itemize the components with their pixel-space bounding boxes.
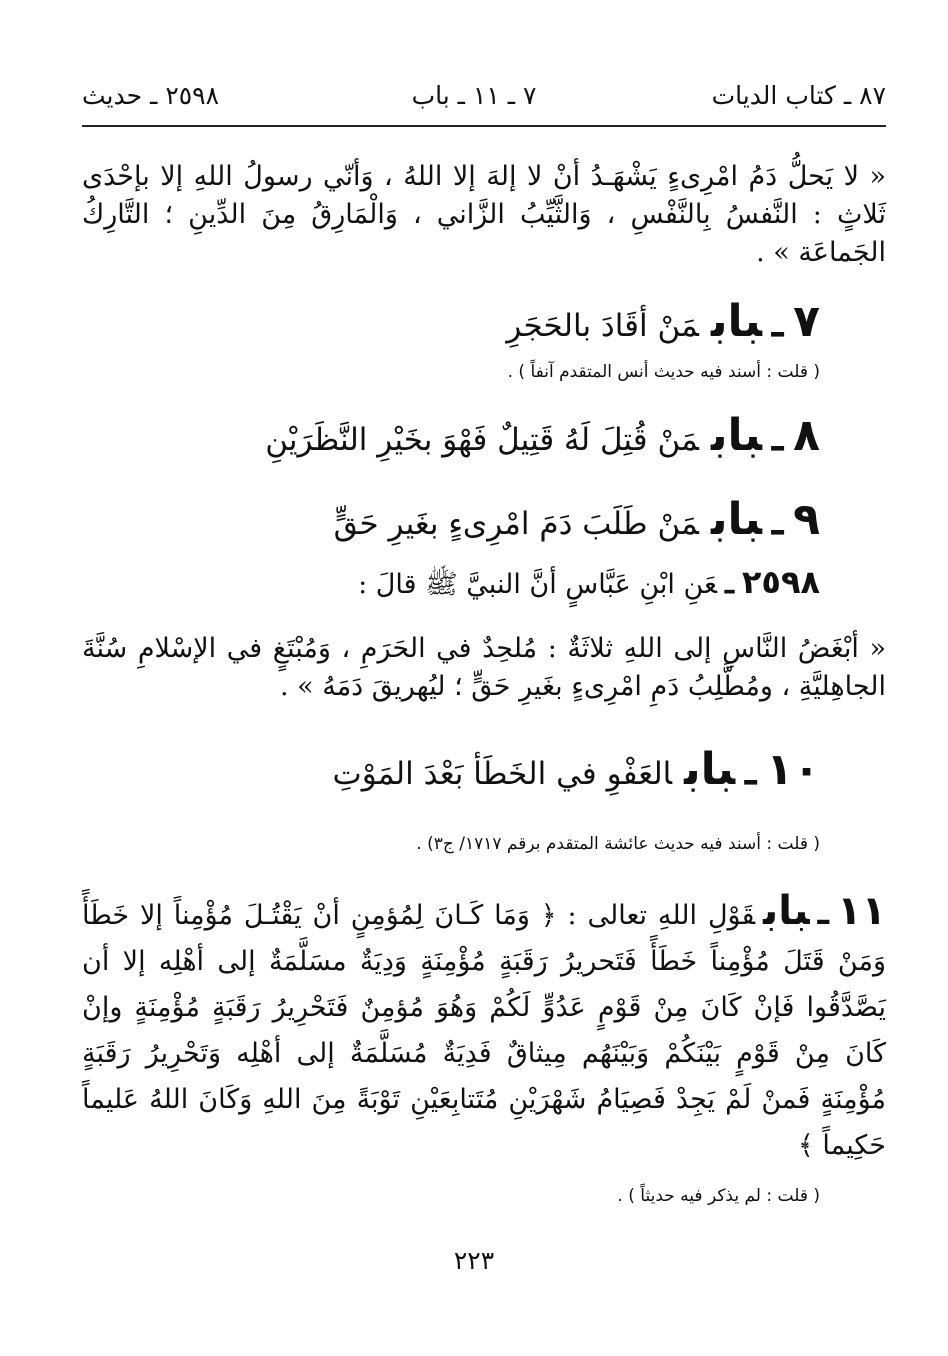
chapter-number: ١٠	[766, 744, 820, 795]
chapter-11-quran-text: قَوْلِ اللهِ تعالى : ﴿ وَمَا كَـانَ لِمُؤمِنٍ أنْ يَقْتُـلَ مُؤْمِناً إلا خَطَأً وَمَنْ قَتَلَ مُؤْمِناً خَطَأً فَتَحريرُ رَقَبَةٍ مُؤْمِنَةٍ وَدِيَةٌ مسَلَّمَةٌ إلى أهْلِه إلا أن يَصَّدَّقُوا فَإنْ كَانَ مِنْ قَوْمٍ عَدُوٍّ لَكُمْ وَهُوَ مُؤمِنٌ فَتَحْرِيرُ رَقَبَةٍ مُؤْمِنَةٍ وإنْ كَانَ مِنْ قَوْمٍ بَيْنَكُمْ وَبَيْنَهُم مِيثاقٌ فَدِيَةٌ مُسَلَّمَةٌ إلى أهْلِه وَتَحْرِيرُ رَقَبَةٍ مُؤْمِنَةٍ فَمنْ لَمْ يَجِدْ فَصِيَامُ شَهْرَيْنِ مُتَتابِعَيْنِ تَوْبَةً مِنَ اللهِ وَكَانَ اللهُ عَليماً حَكِيماً ﴾	[82, 900, 886, 1161]
chapter-dash: ـ	[817, 893, 830, 933]
chapter-title: مَنْ قُتِلَ لَهُ قَتِيلٌ فَهْوَ بخَيْرِ النَّظَرَيْنِ	[265, 422, 699, 458]
chapter-8-heading	[265, 406, 820, 475]
chapter-10-note: ( قلت : أسند فيه حديث عائشة المتقدم برقم ١٧١٧/ ج٣) .	[416, 834, 820, 854]
running-header-hadith: ٢٥٩٨ ـ حديث	[82, 81, 220, 110]
chapter-bab-label: باب	[710, 296, 762, 347]
chapter-dash: ـ	[772, 414, 784, 459]
chapter-bab-label: باب	[763, 888, 810, 934]
chapter-number: ٧	[793, 296, 820, 347]
running-header-chapters: ٧ ـ ١١ ـ باب	[411, 81, 537, 110]
hadith-2598-intro	[358, 556, 820, 614]
chapter-11-note: ( قلت : لم يذكر فيه حديثاً ) .	[617, 1186, 820, 1206]
hadith-2598-text: « أبْغَضُ النَّاسِ إلى اللهِ ثلاثَةٌ : مُلحِدٌ في الحَرَمِ ، وَمُبْتَغٍ في الإسْلامِ سُنَّةَ الجاهِليَّةِ ، ومُطَّلِبُ دَمِ امْرِىءٍ بغَيرِ حَقٍّ ؛ ليُهريقَ دَمَهُ » .	[82, 633, 886, 702]
header-rule	[82, 125, 886, 127]
chapter-10-heading	[333, 740, 820, 809]
chapter-9-heading	[334, 490, 820, 559]
chapter-title: مَنْ طَلَبَ دَمَ امْرِىءٍ بغَيرِ حَقٍّ	[333, 506, 699, 542]
chapter-bab-label: باب	[684, 744, 736, 795]
chapter-11-heading	[755, 888, 886, 934]
chapter-dash: ـ	[745, 748, 757, 793]
chapter-7-note: ( قلت : أسند فيه حديث أنس المتقدم آنفاً ) .	[507, 362, 820, 382]
chapter-7-heading	[506, 292, 820, 361]
hadith-isnad: عَنِ ابْنِ عَبَّاسٍ أنَّ النبيَّ ﷺ قالَ :	[358, 569, 718, 600]
chapter-title: مَنْ أقَادَ بالحَجَرِ	[506, 308, 699, 344]
intro-hadith-text: « لا يَحلُّ دَمُ امْرِىءٍ يَشْهَـدُ أنْ لا إلهَ إلا اللهُ ، وَأنّي رسولُ اللهِ إلا بإحْدَى ثَلاثٍ : النَّفسُ بِالنَّفْسِ ، وَالثَّيِّبُ الزَّاني ، وَالْمَارِقُ مِنَ الدِّينِ ؛ التَّارِكُ الجَماعَة » .	[82, 161, 886, 268]
hadith-dash: ـ	[725, 566, 734, 601]
chapter-dash: ـ	[772, 498, 784, 543]
chapter-bab-label: باب	[710, 410, 762, 461]
chapter-dash: ـ	[772, 300, 784, 345]
chapter-number: ١١	[837, 888, 886, 934]
running-header-book: ٨٧ ـ كتاب الديات	[711, 81, 886, 110]
hadith-number: ٢٥٩٨	[741, 563, 820, 601]
chapter-title: العَفْوِ في الخَطَأ بَعْدَ المَوْتِ	[332, 756, 673, 792]
page-number: ٢٢٣	[453, 1246, 495, 1275]
chapter-number: ٩	[793, 494, 820, 545]
chapter-11-paragraph	[82, 888, 886, 1169]
chapter-bab-label: باب	[710, 494, 762, 545]
chapter-number: ٨	[793, 410, 820, 461]
